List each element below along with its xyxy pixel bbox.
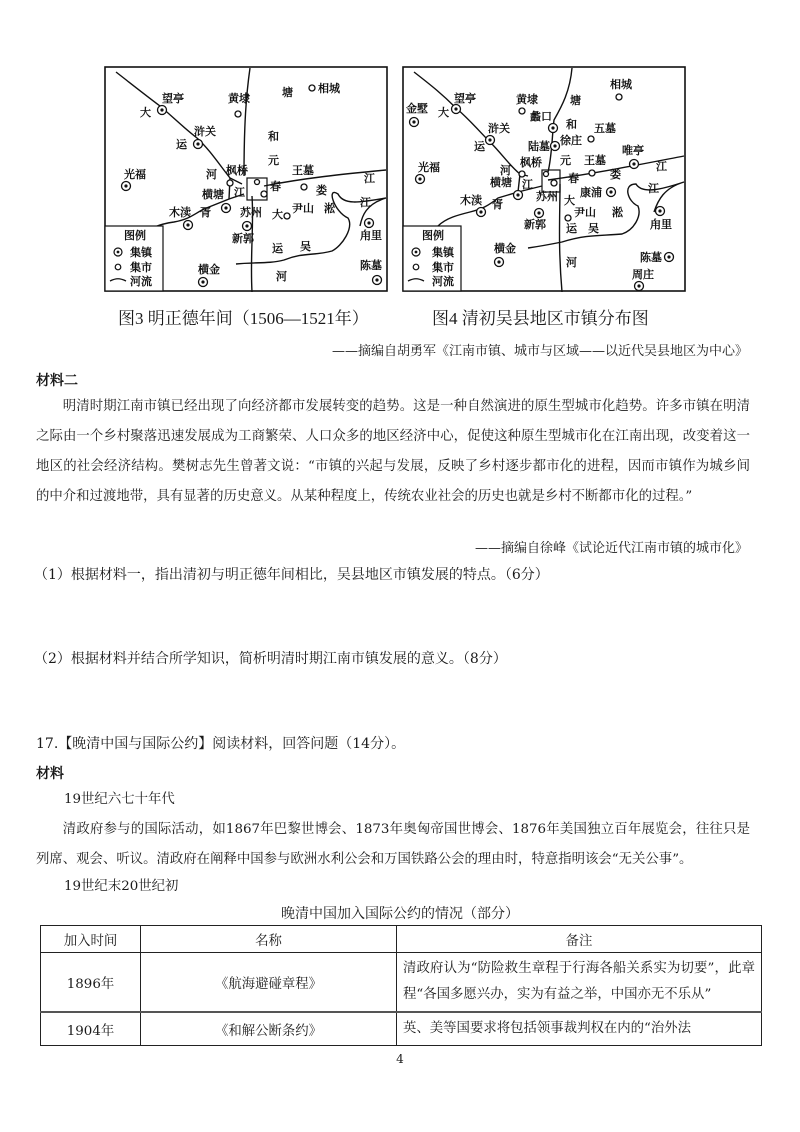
label-huangdai: 黄埭 [228,92,250,105]
map-fig4-svg [402,66,686,292]
cell-name: 《和解公断条约》 [141,1012,397,1046]
river-char: 运 [272,242,283,255]
legend-market: 集市 [130,261,152,274]
river-char: 元 [560,154,571,167]
town-marker [551,142,560,151]
material2-source: ——摘编自徐峰《试论近代江南市镇的城市化》 [474,541,748,556]
question-17-title: 17.【晚清中国与国际公约】阅读材料，回答问题（14分）。 [36,736,406,752]
market-marker [309,85,315,91]
town-marker [549,124,558,133]
cell-note: 清政府认为“防险救生章程于行海各船关系实为切要”，此章程“各国多愿兴办，实为有益之举，中国亦无不乐从” [397,953,762,1013]
map-fig3-svg [104,66,388,292]
legend-market-icon [413,264,419,270]
town-marker [535,209,544,218]
label-kangpu: 康浦 [580,186,602,199]
map-fig4 [402,66,686,292]
q17-period1: 19世纪六七十年代 [64,792,175,807]
label-wangmu: 王墓 [292,164,314,177]
river-char: 吴 [588,222,599,235]
header-name: 名称 [141,926,397,953]
town-marker [122,182,131,191]
legend-town: 集镇 [130,246,152,259]
label-likou: 蠡口 [530,110,552,123]
label-hengjin: 横金 [494,242,516,255]
town-marker [184,221,193,230]
river-char: 娄 [610,168,621,181]
river-char: 江 [656,160,667,173]
material2-body: 明清时期江南市镇已经出现了向经济都市发展转变的趋势。这是一种自然演进的原生型城市化趋势。许多市镇在明清之际由一个乡村聚落迅速发展成为工商繁荣、人口众多的地区经济中心，促使这种原生型城市化在江南出现，改变着这一地区的社会经济结构。樊树志先生曾著文说：“市镇的兴起与发展，反映了乡村逐步都市化的进程，因而市镇作为城乡间的中介和过渡地带，具有显著的历史意义。从某种程度上，传统农业社会的历史也就是乡村不断都市化的过程。” [36,399,750,504]
label-hengjin: 横金 [198,263,220,276]
river-char: 和 [268,130,279,143]
market-marker [519,171,525,177]
label-xinguo: 新郭 [524,218,546,231]
label-suzhou: 苏州 [240,206,262,219]
label-wumu: 五墓 [594,122,616,135]
river-char: 塘 [570,94,581,107]
label-mudu: 木渎 [460,194,482,207]
legend-market: 集市 [432,261,454,274]
q17-period1-text: 清政府参与的国际活动，如1867年巴黎世博会、1873年奥匈帝国世博会、1876年美国独立百年展览会，往往只是列席、观会、听议。清政府在阐释中国参与欧洲水利公会和万国铁路公会的理由时，特意指明该会“无关公事”。 [36,822,750,867]
town-marker [194,140,203,149]
river-char: 塘 [282,86,293,99]
cell-name: 《航海避碰章程》 [141,953,397,1013]
table-row [41,953,762,1013]
label-xuguan: 浒关 [488,122,510,135]
label-hengtang: 横塘 [202,188,224,201]
legend-river: 河流 [432,275,454,288]
label-fengqiao: 枫桥 [226,164,248,177]
river-char: 江 [364,172,375,185]
river-char: 吴 [300,240,311,253]
river-char: 河 [276,270,287,283]
river-char: 大 [140,106,151,119]
market-marker [544,172,549,177]
town-marker [477,208,486,217]
river-char: 大 [272,208,283,221]
label-xuzhuang: 徐庄 [560,134,582,147]
label-wangmu: 王墓 [584,154,606,167]
label-wangting: 望亭 [454,92,476,105]
legend-title: 图例 [124,229,146,242]
town-marker [607,188,616,197]
town-marker [495,258,504,267]
town-marker [373,276,382,285]
label-fengqiao: 枫桥 [520,156,542,169]
town-marker [635,282,644,291]
market-marker [565,215,571,221]
market-marker [588,136,594,142]
label-wangting: 望亭 [162,92,184,105]
label-suzhou: 苏州 [536,190,558,203]
map-fig3 [104,66,388,292]
legend-river: 河流 [130,275,152,288]
table-header-row [41,926,762,953]
header-time: 加入时间 [41,926,141,953]
river-char: 淞 [324,202,335,215]
river-char: 胥 [200,206,211,219]
river-char: 胥 [492,198,503,211]
river-char: 大 [564,194,575,207]
town-marker [514,191,523,200]
map-legend [105,226,163,291]
river-char: 江 [648,182,659,195]
label-guangfu: 光福 [418,161,440,174]
label-zhouzhuang: 周庄 [632,268,654,281]
town-marker [365,219,374,228]
label-chenmu: 陈墓 [360,259,382,272]
market-marker [261,191,267,197]
market-marker [227,180,233,186]
q17-period2: 19世纪末20世纪初 [64,879,179,894]
market-marker [284,213,290,219]
river-char: 娄 [316,184,327,197]
town-marker [222,204,231,213]
material1-source: ——摘编自胡勇军《江南市镇、城市与区域——以近代吴县地区为中心》 [331,344,748,359]
treaty-table [40,925,762,1046]
label-xiangcheng: 相城 [610,78,632,91]
market-marker [616,94,622,100]
river-char: 大 [438,106,449,119]
label-yinshan: 尹山 [574,206,596,219]
label-hengtang: 横塘 [490,176,512,189]
fig4-caption: 图4 清初吴县地区市镇分布图 [432,309,649,328]
material2-heading: 材料二 [36,373,78,389]
label-mudu: 木渎 [169,206,191,219]
question-16-1: （1）根据材料一，指出清初与明正德年间相比，吴县地区市镇发展的特点。（6分） [34,567,549,583]
river-char: 河 [206,168,217,181]
river-char: 淞 [612,206,623,219]
river-char: 春 [568,172,579,185]
label-yinshan: 尹山 [292,202,314,215]
market-marker [589,170,595,176]
page-number: 4 [396,1052,404,1066]
header-note: 备注 [397,926,762,953]
label-chenmu: 陈墓 [640,251,662,264]
town-marker [665,253,674,262]
label-xinguo: 新郭 [232,232,254,245]
town-marker [452,105,461,114]
river-char: 河 [566,256,577,269]
market-marker [519,108,525,114]
label-lumu: 陆墓 [528,140,550,153]
town-marker [486,136,495,145]
market-marker [235,111,241,117]
q17-material-heading: 材料 [36,766,64,782]
label-huangdai: 黄埭 [516,93,538,106]
table-row [41,1012,762,1046]
legend-title: 图例 [422,229,444,242]
label-xuguan: 浒关 [194,125,216,138]
label-guangfu: 光福 [124,168,146,181]
town-marker [416,175,425,184]
legend-market-icon [115,264,121,270]
cell-time: 1896年 [41,953,141,1013]
legend-town: 集镇 [432,246,454,259]
treaty-table-title: 晚清中国加入国际公约的情况（部分） [281,906,519,922]
river-char: 元 [268,154,279,167]
river-char: 春 [270,180,281,193]
town-marker [656,207,665,216]
map-figures [104,66,694,298]
map-legend [403,226,461,291]
cell-time: 1904年 [41,1012,141,1046]
label-luli: 甪里 [360,229,382,242]
label-weiting: 唯亭 [622,144,644,157]
river-char: 江 [360,196,371,209]
market-marker [301,184,307,190]
river-char: 和 [566,118,577,131]
town-marker [199,278,208,287]
cell-note: 英、美等国要求将包括领事裁判权在内的“治外法 [397,1012,762,1046]
market-marker [551,180,557,186]
market-marker [255,180,260,185]
label-luli: 甪里 [650,218,672,231]
question-16-2: （2）根据材料并结合所学知识，简析明清时期江南市镇发展的意义。（8分） [34,651,507,667]
label-jinshu: 金墅 [406,102,428,115]
label-xiangcheng: 相城 [318,82,340,95]
river-char: 江 [522,178,533,191]
river-char: 河 [500,164,511,177]
town-marker [243,222,252,231]
town-marker [630,160,639,169]
river-char: 运 [176,138,187,151]
fig3-caption: 图3 明正德年间（1506—1521年） [118,309,369,328]
town-marker [158,106,167,115]
town-marker [410,118,419,127]
river-char: 江 [234,186,245,199]
river-char: 运 [474,140,485,153]
river-char: 运 [566,222,577,235]
